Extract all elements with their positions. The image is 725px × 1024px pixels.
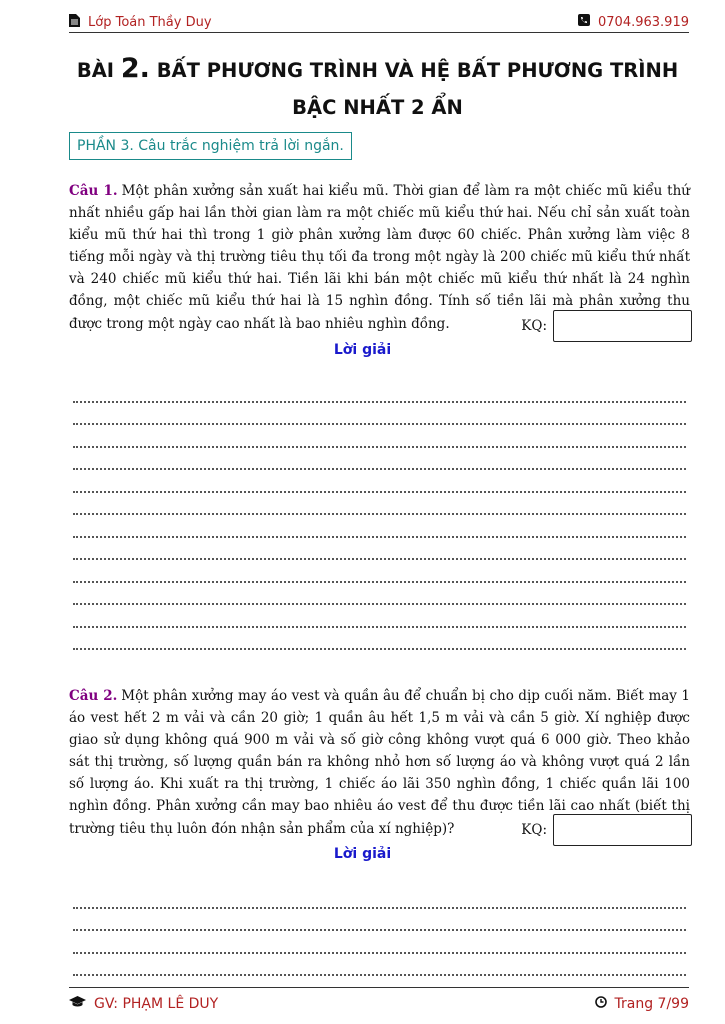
answer-lines-2	[73, 886, 686, 976]
part-label: PHẦN 3. Câu trắc nghiệm trả lời ngắn.	[69, 132, 352, 160]
answer-lines-1	[73, 380, 686, 650]
kq-label: KQ:	[521, 822, 547, 838]
solution-label: Lời giải	[333, 342, 392, 358]
page-header	[69, 12, 689, 33]
kq-label: KQ:	[521, 318, 547, 334]
page-footer	[69, 987, 689, 1012]
document-icon	[69, 14, 80, 31]
title-number: 2.	[120, 53, 150, 84]
graduation-cap-icon	[69, 996, 86, 1012]
question-label: Câu 2.	[69, 688, 118, 704]
page-title	[60, 50, 695, 126]
answer-box[interactable]	[553, 814, 692, 846]
question-text: Một phân xưởng may áo vest và quần âu để chuẩn bị cho dịp cuối năm. Biết may 1 áo vest hết 2 m vải và cần 20 giờ; 1 quần âu hết 1,5 m vải và cần 5 giờ. Xí nghiệp được giao sử dụng không quá 900 m vải và số giờ công không vượt quá 6 000 giờ. Theo khảo sát thị trường, số lượng quần bán ra không nhỏ hơn số lượng áo và không vượt quá 2 lần số lượng áo. Khi xuất ra thị trường, 1 chiếc áo lãi 350 nghìn đồng, 1 chiếc quần lãi 100 nghìn đồng. Phân xưởng cần may bao nhiêu áo vest để thu được tiền lãi cao nhất (biết thị trường tiêu thụ luôn đón nhận sản phẩm của xí nghiệp)?	[69, 688, 690, 837]
solution-label: Lời giải	[333, 846, 392, 862]
footer-page: Trang 7/99	[614, 996, 689, 1012]
answer-row-1	[521, 310, 692, 342]
phone-icon	[578, 14, 590, 30]
title-prefix: BÀI	[76, 59, 115, 82]
title-text: BẤT PHƯƠNG TRÌNH VÀ HỆ BẤT PHƯƠNG TRÌNH BẬC NHẤT 2 ẨN	[156, 59, 679, 119]
header-phone: 0704.963.919	[598, 14, 689, 30]
answer-row-2	[521, 814, 692, 846]
header-left-text: Lớp Toán Thầy Duy	[88, 14, 212, 30]
clock-icon	[595, 996, 607, 1012]
answer-box[interactable]	[553, 310, 692, 342]
question-label: Câu 1.	[69, 183, 118, 199]
question-text: Một phân xưởng sản xuất hai kiểu mũ. Thời gian để làm ra một chiếc mũ kiểu thứ nhất nhiều gấp hai lần thời gian làm ra một chiếc mũ kiểu thứ hai. Nếu chỉ sản xuất toàn kiểu mũ thứ hai thì trong 1 giờ phân xưởng làm được 60 chiếc. Phân xưởng làm việc 8 tiếng mỗi ngày và thị trường tiêu thụ tối đa trong một ngày là 200 chiếc mũ kiểu thứ nhất và 240 chiếc mũ kiểu thứ hai. Tiền lãi khi bán một chiếc mũ kiểu thứ nhất là 24 nghìn đồng, một chiếc mũ kiểu thứ hai là 15 nghìn đồng. Tính số tiền lãi mà phân xưởng thu được trong một ngày cao nhất là bao nhiêu nghìn đồng.	[69, 183, 690, 332]
footer-teacher: GV: PHẠM LÊ DUY	[94, 996, 219, 1012]
